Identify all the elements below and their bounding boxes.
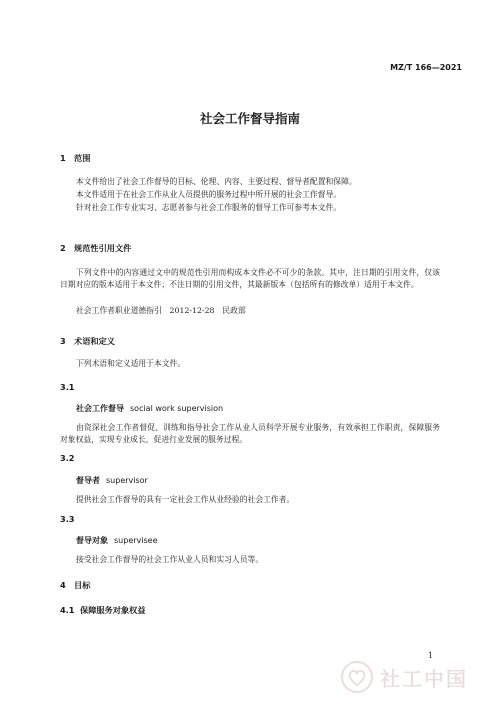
subsection-number: 4.1 (60, 605, 75, 615)
term-definition: 提供社会工作督导的具有一定社会工作从业经验的社会工作者。 (76, 495, 295, 504)
term-number: 3.2 (60, 453, 75, 463)
section-2-heading (60, 243, 131, 254)
term-english: supervisee (114, 536, 158, 545)
term-english: supervisor (106, 476, 148, 485)
watermark-logo (340, 656, 490, 698)
subsection-4-1-heading (60, 605, 146, 616)
term-english: social work supervision (130, 404, 224, 413)
section-title: 术语和定义 (74, 336, 115, 346)
section-number: 4 (60, 580, 66, 590)
section-number: 1 (60, 153, 66, 163)
normative-reference: 社会工作者职业道德指引 2012-12-28 民政部 (76, 306, 246, 315)
watermark-text: 社工中国 (380, 666, 468, 691)
section-1-heading (60, 153, 90, 164)
term-chinese: 社会工作督导 (76, 404, 124, 413)
subsection-title: 保障服务对象权益 (80, 605, 146, 615)
section-4-heading (60, 580, 90, 591)
paragraph: 本文件给出了社会工作督导的目标、伦理、内容、主要过程、督导者配置和保障。 (76, 177, 357, 186)
term-heading (76, 535, 158, 546)
term-heading (76, 475, 148, 486)
standard-code: MZ/T 166—2021 (390, 63, 462, 72)
section-number: 3 (60, 336, 66, 346)
section-number: 2 (60, 243, 66, 253)
paragraph: 下列术语和定义适用于本文件。 (76, 359, 186, 368)
section-title: 范围 (74, 153, 91, 163)
section-3-heading (60, 336, 115, 347)
heart-hands-icon (340, 660, 374, 694)
term-chinese: 督导者 (76, 476, 100, 485)
section-title: 规范性引用文件 (74, 243, 132, 253)
term-number: 3.1 (60, 382, 75, 392)
term-definition: 由资深社会工作者督促、训练和指导社会工作从业人员科学开展专业服务，有效承担工作职责，保障服务对象权益，实现专业成长，促进行业发展的服务过程。 (60, 423, 440, 444)
term-number: 3.3 (60, 514, 75, 524)
page-number: 1 (428, 651, 434, 660)
term-heading (76, 403, 223, 414)
document-title: 社会工作督导指南 (199, 111, 300, 126)
section-title: 目标 (74, 580, 91, 590)
term-definition: 接受社会工作督导的社会工作从业人员和实习人员等。 (76, 555, 264, 564)
term-chinese: 督导对象 (76, 536, 108, 545)
paragraph: 下列文件中的内容通过文中的规范性引用而构成本文件必不可少的条款。其中，注日期的引用文件，仅该日期对应的版本适用于本文件；不注日期的引用文件，其最新版本（包括所有的修改单）适用于本文件。 (60, 268, 440, 289)
paragraph: 本文件适用于在社会工作从业人员提供的服务过程中所开展的社会工作督导。 (76, 190, 342, 199)
paragraph: 针对社会工作专业实习、志愿者参与社会工作服务的督导工作可参考本文件。 (76, 203, 342, 212)
